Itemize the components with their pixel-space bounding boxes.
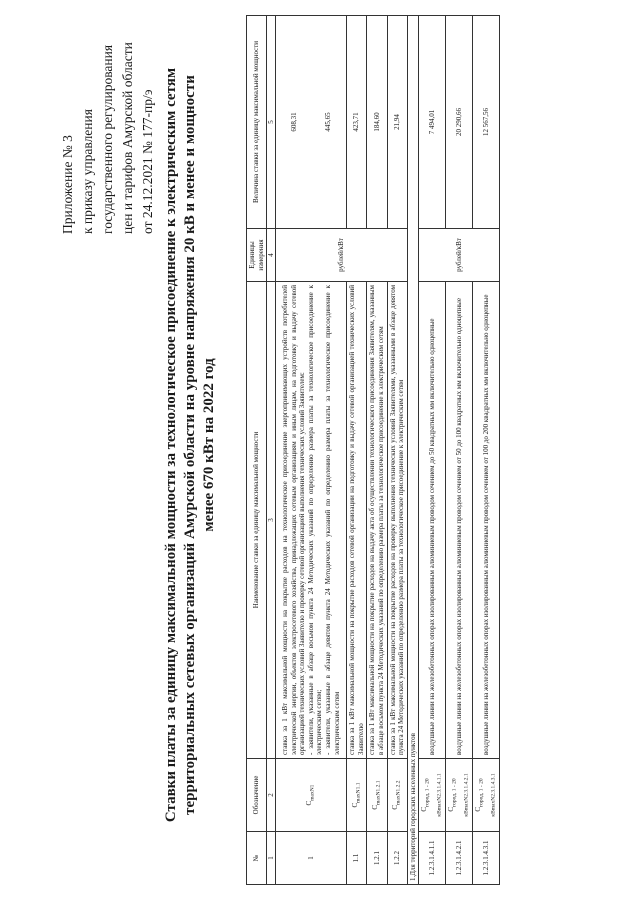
row-description: ставка за 1 кВт максимальной мощности на покрытие расходов на проверку выполнения технических условий Заявителями, указанными в абзаце девятом пункта 24 Методических указаний по определению размера платы за технологическое присоединение к электрическим сетям xyxy=(387,282,407,759)
rate-value: 445,65 xyxy=(324,112,333,132)
rates-table xyxy=(246,15,500,885)
row-designation xyxy=(387,759,407,832)
row-description: ставка за 1 кВт максимальной мощности на покрытие расходов на выдачу акта об осуществлении технологического присоединения Заявителям, указанным в абзаце восьмом пункта 24 Методических указаний по определению размера платы за технологическое присоединение к электрическим сетям xyxy=(367,282,387,759)
designation-letter: C xyxy=(391,804,400,810)
description-item: - заявители, указанные в абзаце девятом пункта 24 Методических указаний по определению размера платы за технологическое присоединение к электрическим сетям xyxy=(324,285,341,755)
designation-letter: C xyxy=(474,806,483,812)
row-designation xyxy=(276,759,347,832)
table-row xyxy=(473,16,500,885)
rate-value: 184,60 xyxy=(367,16,387,229)
row-description: воздушные линии на железобетонных опорах изолированным алюминиевым проводом сечением до 50 квадратных мм включительно одноцепные xyxy=(419,282,446,759)
column-number-row xyxy=(267,16,276,885)
rate-value: 7 494,01 xyxy=(419,16,446,229)
row-number: 1.2.3.1.4.3.1 xyxy=(473,832,500,885)
row-description: ставка за 1 кВт максимальной мощности на покрытие расходов сетевой организации на подготовку и выдачу сетевой организацией технических условий Заявителю xyxy=(347,282,367,759)
appendix-line: государственного регулирования xyxy=(100,44,115,234)
appendix-header xyxy=(58,44,158,234)
table-row xyxy=(276,16,347,885)
column-number: 2 xyxy=(267,759,276,832)
document-title: Ставки платы за единицу максимальной мощности за технологическое присоединение к электрическим сетям территориальных сетевых организаций Амурской области на уровне напряжения 20 кВ и менее и мощности менее 670 кВт на 2022 год xyxy=(163,67,217,823)
section-row xyxy=(407,16,419,885)
column-number: 3 xyxy=(267,282,276,759)
row-designation xyxy=(473,759,500,832)
table-row xyxy=(367,16,387,885)
table-row xyxy=(419,16,446,885)
description-text: ставка за 1 кВт максимальной мощности на покрытие расходов на технологическое присоединение энергопринимающих устройств потребителей электрической энергии, объектов электросетевого хозяйства, принадлежащих сетевым организациям и иным лицам, на подготовку и выдачу сетевой организацией технических условий Заявителю и проверку сетевой организацией выполнения технических условий Заявителем: xyxy=(281,285,307,755)
appendix-line: от 24.12.2021 № 177-пр/э xyxy=(140,89,155,234)
row-number: 1 xyxy=(276,832,347,885)
column-number: 5 xyxy=(267,16,276,229)
table-row xyxy=(446,16,473,885)
designation-letter: C xyxy=(420,806,429,812)
designation-subscript: maxN1.2.2 xyxy=(395,780,402,805)
designation-subscript: maxN1 xyxy=(309,784,316,801)
row-number: 1.2.1 xyxy=(367,832,387,885)
table-row xyxy=(347,16,367,885)
row-designation xyxy=(347,759,367,832)
row-values xyxy=(276,16,347,229)
header-value: Величина ставки за единицу максимальной мощности xyxy=(247,16,267,229)
appendix-line: к приказу управления xyxy=(80,109,95,234)
designation-superscript: город, 1 - 20 кВ xyxy=(451,778,470,817)
designation-subscript: maxN2.3.1.4.2.1 xyxy=(463,773,470,811)
row-number: 1.2.3.1.4.1.1 xyxy=(419,832,446,885)
designation-letter: C xyxy=(305,800,314,806)
row-number: 1.1 xyxy=(347,832,367,885)
appendix-line: цен и тарифов Амурской области xyxy=(120,42,135,234)
row-number: 1.2.2 xyxy=(387,832,407,885)
table-row xyxy=(387,16,407,885)
designation-subscript: maxN1.2.1 xyxy=(375,780,382,805)
row-number: 1.2.3.1.4.2.1 xyxy=(446,832,473,885)
designation-subscript: maxN2.3.1.4.3.1 xyxy=(490,773,497,811)
row-designation xyxy=(367,759,387,832)
rate-value: 21,94 xyxy=(387,16,407,229)
section-title: 1.Для территорий городских населенных пунктов xyxy=(407,16,419,885)
row-unit: рублей/кВт xyxy=(276,229,408,282)
row-designation xyxy=(419,759,446,832)
header-designation: Обозначение xyxy=(247,759,267,832)
row-description: воздушные линии на железобетонных опорах изолированным алюминиевым проводом сечением от 100 до 200 квадратных мм включительно одноцепные xyxy=(473,282,500,759)
designation-letter: C xyxy=(370,804,379,810)
column-number: 4 xyxy=(267,229,276,282)
designation-subscript: maxN1.1 xyxy=(355,782,362,803)
column-number: 1 xyxy=(267,832,276,885)
table-header-row xyxy=(247,16,267,885)
designation-letter: C xyxy=(350,802,359,808)
designation-superscript: город, 1 - 20 кВ xyxy=(478,778,497,817)
designation-superscript: город, 1 - 20 кВ xyxy=(424,778,443,817)
row-unit: рублей/кВт xyxy=(419,229,500,282)
row-description xyxy=(276,282,347,759)
designation-subscript: maxN2.3.1.4.1.1 xyxy=(436,773,443,811)
header-unit: Единицы измерения xyxy=(247,229,267,282)
rate-value: 20 290,66 xyxy=(446,16,473,229)
row-description: воздушные линии на железобетонных опорах изолированным алюминиевым проводом сечением от 50 до 100 квадратных мм включительно одноцепные xyxy=(446,282,473,759)
header-number: № xyxy=(247,832,267,885)
row-designation xyxy=(446,759,473,832)
rate-value: 423,71 xyxy=(347,16,367,229)
rate-value: 12 567,56 xyxy=(473,16,500,229)
designation-letter: C xyxy=(447,806,456,812)
appendix-line: Приложение № 3 xyxy=(60,135,75,234)
description-item: - заявители, указанные в абзаце восьмом пункта 24 Методических указаний по определению размера платы за технологическое присоединение к электрическим сетям; xyxy=(306,285,324,755)
rate-value: 608,31 xyxy=(290,112,299,132)
header-rate-name: Наименование ставки за единицу максимальной мощности xyxy=(247,282,267,759)
